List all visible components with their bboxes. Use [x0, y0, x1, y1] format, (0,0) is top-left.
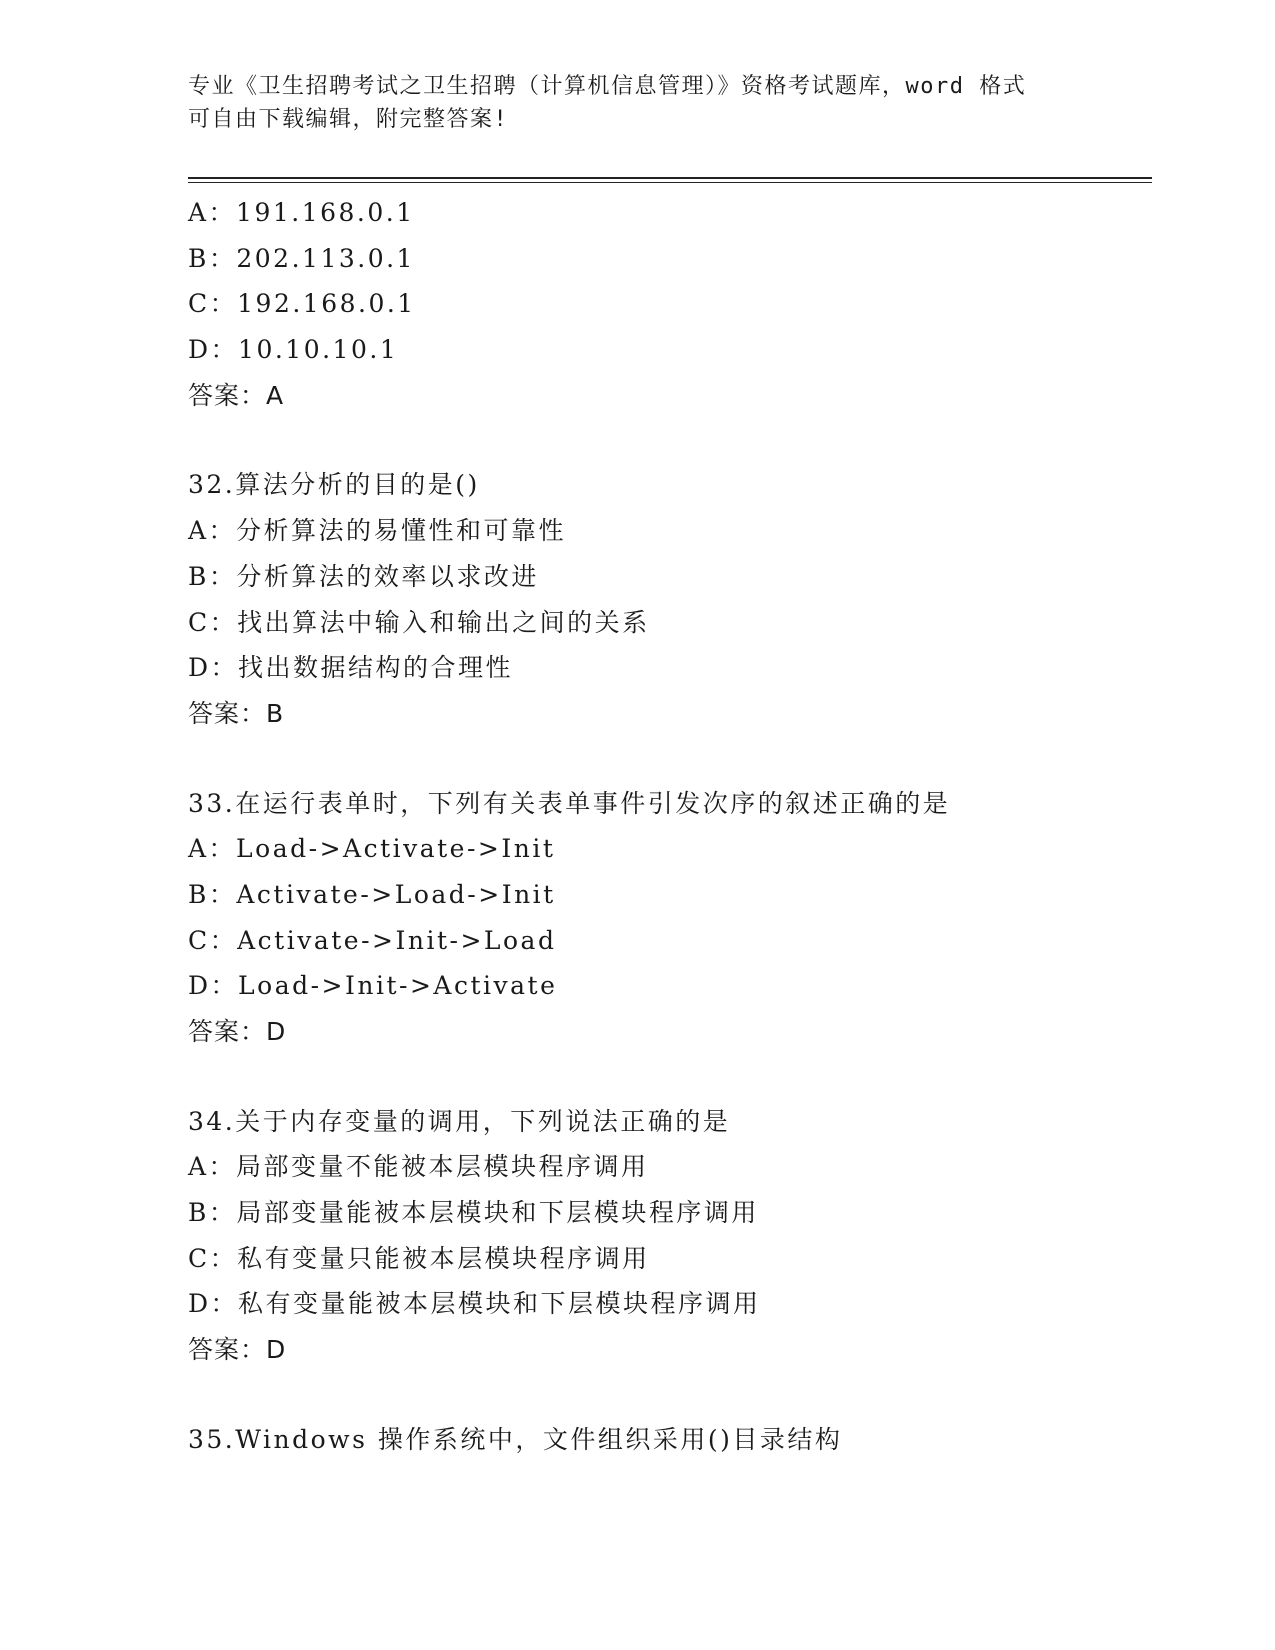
header-line-1: 专业《卫生招聘考试之卫生招聘（计算机信息管理）》资格考试题库，word 格式 [188, 74, 1027, 99]
option-c: C：私有变量只能被本层模块程序调用 [188, 1243, 650, 1273]
question-list [188, 190, 1148, 1463]
option-d: D：10.10.10.1 [188, 335, 399, 365]
question-text: 32.算法分析的目的是() [188, 470, 480, 500]
answer: 答案：D [188, 1335, 287, 1365]
option-b: B：局部变量能被本层模块和下层模块程序调用 [188, 1198, 759, 1228]
header-divider-thick [188, 177, 1152, 179]
option-c: C：找出算法中输入和输出之间的关系 [188, 607, 650, 637]
option-b: B：分析算法的效率以求改进 [188, 561, 539, 591]
answer: 答案：B [188, 698, 285, 728]
question-text: 33.在运行表单时，下列有关表单事件引发次序的叙述正确的是 [188, 788, 951, 818]
option-d: D：找出数据结构的合理性 [188, 653, 514, 683]
option-a: A：Load->Activate->Init [188, 834, 556, 864]
question-34 [188, 1099, 1148, 1373]
option-a: A：局部变量不能被本层模块程序调用 [188, 1152, 649, 1182]
option-d: D：Load->Init->Activate [188, 971, 558, 1001]
option-a: A：191.168.0.1 [188, 198, 415, 227]
question-35 [188, 1417, 1148, 1463]
option-d: D：私有变量能被本层模块和下层模块程序调用 [188, 1289, 761, 1319]
document-header [188, 70, 1068, 136]
header-divider-thin [188, 182, 1152, 183]
option-c: C：192.168.0.1 [188, 289, 416, 319]
header-line-2: 可自由下载编辑，附完整答案! [188, 107, 509, 132]
option-c: C：Activate->Init->Load [188, 925, 557, 955]
option-b: B：202.113.0.1 [188, 243, 415, 273]
question-text: 34.关于内存变量的调用，下列说法正确的是 [188, 1106, 731, 1136]
answer: 答案：D [188, 1017, 287, 1046]
question-31 [188, 190, 1148, 418]
question-32 [188, 462, 1148, 736]
option-a: A：分析算法的易懂性和可靠性 [188, 516, 567, 546]
question-33 [188, 781, 1148, 1055]
question-text: 35.Windows 操作系统中，文件组织采用()目录结构 [188, 1424, 843, 1454]
answer: 答案：A [188, 380, 285, 410]
option-b: B：Activate->Load->Init [188, 879, 556, 909]
